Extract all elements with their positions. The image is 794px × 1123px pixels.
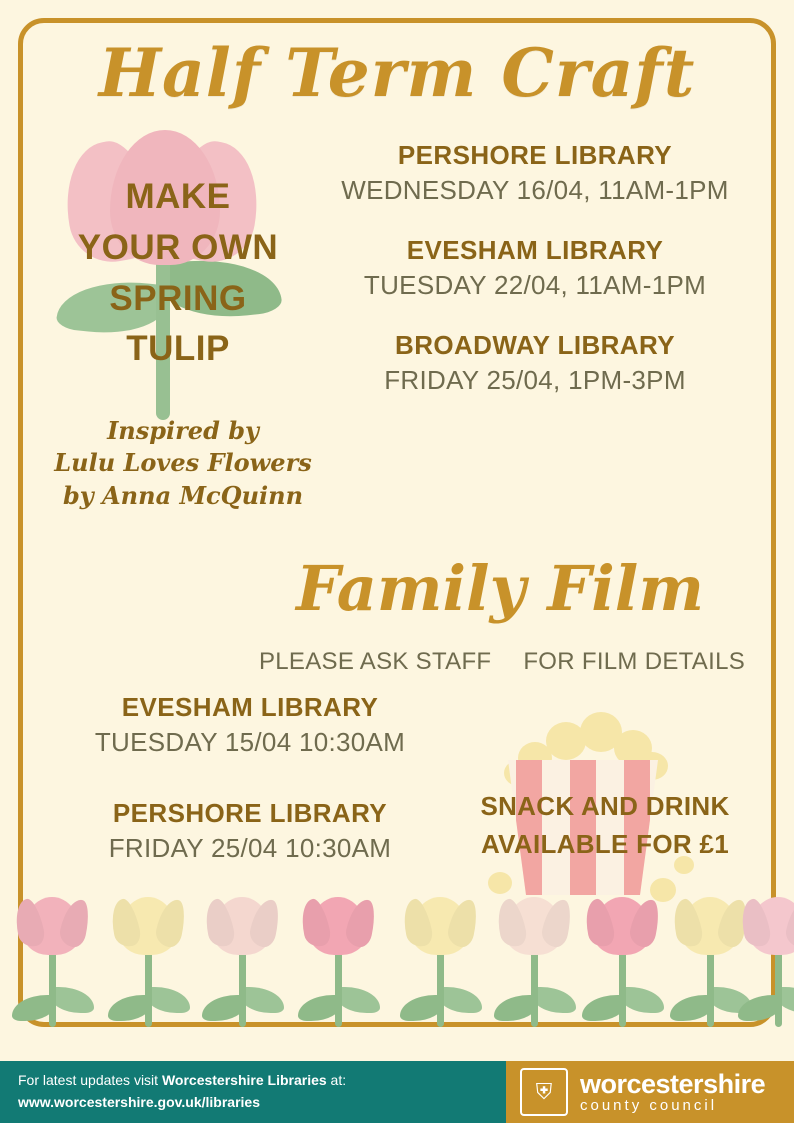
- tulip-decor: [10, 897, 94, 1027]
- craft-session-item: [300, 330, 770, 396]
- tulip-decor: [296, 897, 380, 1027]
- tulip-border-decoration: [0, 897, 794, 1027]
- snack-info-line-1: SNACK AND DRINK: [480, 791, 730, 821]
- page-title: Half Term Craft: [98, 34, 696, 112]
- film-session-list: [30, 692, 470, 904]
- inspiration-line-2: Lulu Loves Flowers: [54, 448, 312, 478]
- craft-session-datetime: FRIDAY 25/04, 1PM-3PM: [384, 365, 686, 395]
- film-session-datetime: TUESDAY 15/04 10:30AM: [94, 727, 406, 757]
- footer-line-1: [18, 1070, 346, 1092]
- snack-info-line-2: AVAILABLE FOR £1: [481, 828, 729, 859]
- council-logo-line-2: county council: [580, 1096, 718, 1114]
- film-session-venue: EVESHAM LIBRARY: [121, 692, 379, 722]
- footer-line-1-bold: Worcestershire Libraries: [161, 1072, 327, 1089]
- footer-bar: [0, 1061, 794, 1123]
- popcorn-kernel-loose: [488, 872, 512, 894]
- inspiration-line-3: by Anna McQuinn: [62, 480, 304, 510]
- tulip-decor: [200, 897, 284, 1027]
- tulip-decor: [580, 897, 664, 1027]
- film-session-item: [30, 798, 470, 864]
- film-note-right: FOR FILM DETAILS: [523, 648, 746, 675]
- inspiration-line-1: Inspired by: [107, 416, 259, 445]
- tulip-decor: [106, 897, 190, 1027]
- tulip-decor: [736, 897, 794, 1027]
- craft-session-item: [300, 235, 770, 301]
- council-logo-wordmark: [580, 1070, 765, 1115]
- craft-session-venue: PERSHORE LIBRARY: [397, 140, 673, 170]
- craft-session-venue: BROADWAY LIBRARY: [395, 330, 675, 360]
- snack-info: [440, 788, 770, 863]
- craft-activity-line-3: SPRING: [109, 278, 247, 318]
- craft-session-list: [300, 140, 770, 425]
- film-session-item: [30, 692, 470, 758]
- film-session-datetime: FRIDAY 25/04 10:30AM: [108, 833, 392, 863]
- film-note-left: PLEASE ASK STAFF: [258, 648, 492, 675]
- film-details-note: [232, 648, 772, 676]
- worcestershire-council-logo: [506, 1061, 794, 1123]
- family-film-title: Family Film: [296, 552, 704, 625]
- tulip-decor: [492, 897, 576, 1027]
- craft-session-venue: EVESHAM LIBRARY: [406, 235, 664, 265]
- footer-website-link[interactable]: www.worcestershire.gov.uk/libraries: [18, 1094, 260, 1110]
- craft-session-datetime: TUESDAY 22/04, 11AM-1PM: [363, 270, 707, 300]
- footer-line-1-pre: For latest updates visit: [18, 1072, 162, 1089]
- inspiration-credit: [40, 415, 326, 512]
- craft-activity-line-1: MAKE: [125, 177, 231, 216]
- craft-activity-line-2: YOUR OWN: [77, 227, 279, 267]
- film-session-venue: PERSHORE LIBRARY: [112, 798, 388, 828]
- council-logo-line-1: worcestershire: [580, 1068, 766, 1099]
- council-crest-icon: ⛨: [520, 1068, 568, 1116]
- craft-activity-line-4: TULIP: [126, 329, 230, 369]
- footer-contact-text: [0, 1070, 346, 1113]
- craft-session-item: [300, 140, 770, 206]
- craft-activity-heading: [40, 172, 316, 375]
- tulip-decor: [398, 897, 482, 1027]
- craft-session-datetime: WEDNESDAY 16/04, 11AM-1PM: [341, 175, 729, 205]
- footer-line-1-post: at:: [326, 1072, 347, 1089]
